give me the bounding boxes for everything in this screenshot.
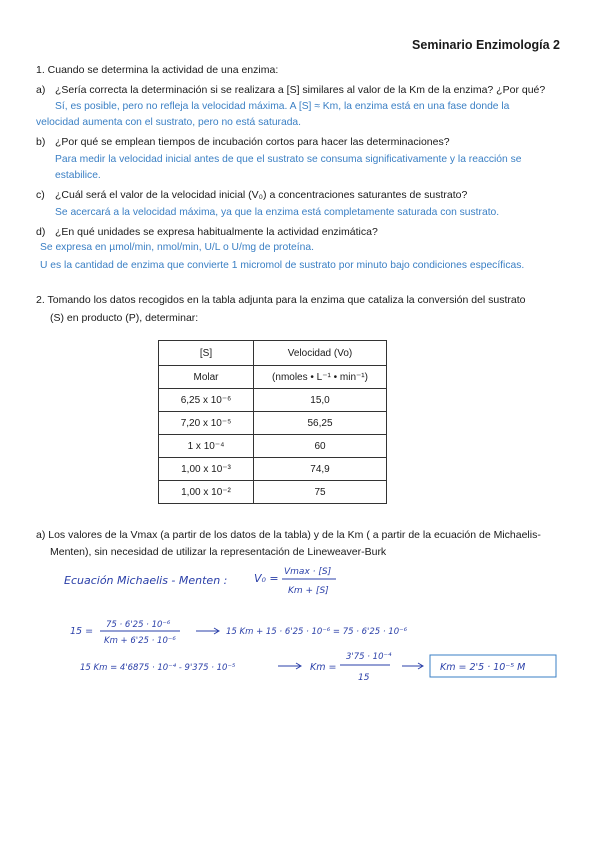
table-cell-v: 74,9 [254, 458, 387, 481]
answer-1b-line-1: Para medir la velocidad inicial antes de que el sustrato se consuma significativamente y la reacción se [55, 154, 522, 165]
table-cell-s: 7,20 x 10⁻⁵ [159, 412, 254, 435]
hw-numerator: Vmax · [S] [284, 567, 332, 577]
question-2-intro-line-1: 2. Tomando los datos recogidos en la tabla adjunta para la enzima que cataliza la conversión del sustrato [36, 294, 526, 306]
hw-line3-lhs: 15 Km = 4'6875 · 10⁻⁴ - 9'375 · 10⁻⁵ [80, 663, 236, 673]
question-2-intro-line-2: (S) en producto (P), determinar: [50, 312, 199, 324]
hw-result: Km = 2'5 · 10⁻⁵ M [440, 662, 526, 673]
question-1c-label: c) [36, 189, 45, 201]
table-cell-v: 60 [254, 435, 387, 458]
question-2a-line-1: a) Los valores de la Vmax (a partir de los datos de la tabla) y de la Km ( a partir de la ecuación de Michaelis- [36, 529, 541, 541]
answer-1b-line-2: estabilice. [55, 170, 101, 181]
question-1b-text: ¿Por qué se emplean tiempos de incubación cortos para hacer las determinaciones? [55, 136, 450, 148]
question-1d-text: ¿En qué unidades se expresa habitualmente la actividad enzimática? [55, 226, 378, 238]
table-cell-s: 1,00 x 10⁻³ [159, 458, 254, 481]
hw-equation-label: Ecuación Michaelis - Menten : [64, 574, 228, 587]
question-1a-text: ¿Sería correcta la determinación si se realizara a [S] similares al valor de la Km de la enzima? ¿Por qué? [55, 84, 546, 96]
hw-denominator: Km + [S] [288, 586, 329, 596]
hw-km-label: Km = [310, 662, 337, 673]
hw-line2-numerator: 75 · 6'25 · 10⁻⁶ [106, 620, 171, 630]
table-cell-s: 1,00 x 10⁻² [159, 481, 254, 504]
table-unit-cell: Molar [159, 366, 254, 389]
question-1c-text: ¿Cuál será el valor de la velocidad inicial (V₀) a concentraciones saturantes de sustrato? [55, 189, 468, 201]
hw-line3-denominator: 15 [358, 673, 370, 683]
table-cell-v: 56,25 [254, 412, 387, 435]
question-1b-label: b) [36, 136, 46, 148]
hw-v0: V₀ = [254, 572, 279, 585]
question-1d-label: d) [36, 226, 46, 238]
table-cell-s: 6,25 x 10⁻⁶ [159, 389, 254, 412]
table-header-cell: Velocidad (Vo) [254, 341, 387, 366]
question-2a-line-2: Menten), sin necesidad de utilizar la representación de Lineweaver-Burk [50, 546, 387, 558]
answer-1d-line-2: U es la cantidad de enzima que convierte 1 micromol de sustrato por minuto bajo condiciones específicas. [40, 260, 525, 271]
table-cell-v: 75 [254, 481, 387, 504]
table-header-cell: [S] [159, 341, 254, 366]
table-unit-cell: (nmoles • L⁻¹ • min⁻¹) [254, 366, 387, 389]
page-title: Seminario Enzimología 2 [412, 38, 560, 52]
question-1-intro: 1. Cuando se determina la actividad de una enzima: [36, 64, 279, 76]
hw-line2-denominator: Km + 6'25 · 10⁻⁶ [104, 636, 176, 646]
answer-1a-line-1: Sí, es posible, pero no refleja la velocidad máxima. A [S] ≈ Km, la enzima está en una fase donde la [55, 101, 510, 112]
table-cell-v: 15,0 [254, 389, 387, 412]
answer-1a-line-2: velocidad aumenta con el sustrato, pero no está saturada. [36, 117, 302, 128]
answer-1d-line-1: Se expresa en µmol/min, nmol/min, U/L o U/mg de proteína. [40, 242, 314, 253]
question-1a-label: a) [36, 84, 46, 96]
hw-line3-numerator: 3'75 · 10⁻⁴ [346, 652, 392, 662]
answer-1c: Se acercará a la velocidad máxima, ya que la enzima está completamente saturada con sustrato. [55, 207, 500, 218]
table-cell-s: 1 x 10⁻⁴ [159, 435, 254, 458]
hw-line2-lhs: 15 = [70, 626, 94, 637]
hw-line2-rhs: 15 Km + 15 · 6'25 · 10⁻⁶ = 75 · 6'25 · 10⁻⁶ [226, 627, 408, 637]
